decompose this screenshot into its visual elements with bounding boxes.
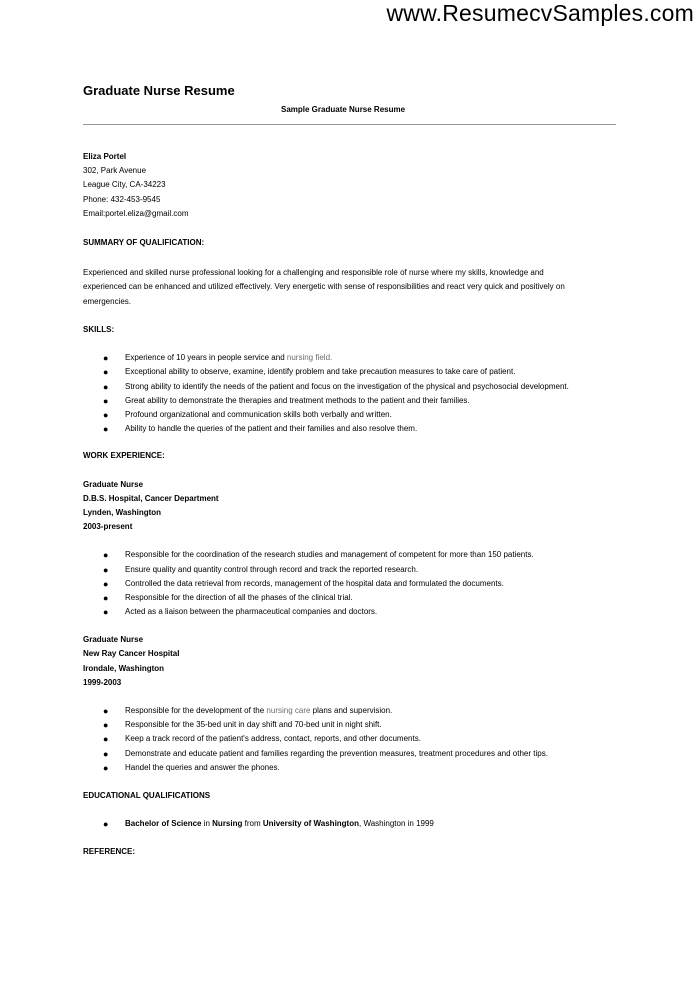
- job-dates: 1999-2003: [83, 677, 122, 687]
- item-text: Exceptional ability to observe, examine, identify problem and take precaution measures to take care of patient.: [125, 367, 516, 377]
- bullet-icon: ●: [103, 367, 109, 378]
- item-text: Demonstrate and educate patient and families regarding the prevention measures, treatment procedures and other tips.: [125, 748, 548, 758]
- nursing-field-link[interactable]: nursing field.: [286, 353, 333, 363]
- list-item: [83, 761, 618, 775]
- candidate-name: Eliza Portel: [83, 152, 127, 161]
- bullet-icon: ●: [103, 734, 109, 745]
- degree-name: Bachelor of Science: [125, 819, 202, 829]
- bullet-icon: ●: [103, 748, 109, 759]
- list-item: [83, 704, 618, 718]
- list-item: [83, 351, 618, 365]
- list-item: [83, 732, 618, 746]
- bullet-icon: ●: [103, 564, 109, 575]
- list-item: [83, 591, 618, 605]
- list-item: [83, 747, 618, 761]
- job-duties-list: [83, 548, 618, 619]
- job-dates: 2003-present: [83, 522, 133, 532]
- summary-line: experienced can be enhanced and utilized effectively. Very energetic with sense of responsibilities and react very quick and positively on: [83, 282, 565, 292]
- bullet-icon: ●: [103, 424, 109, 435]
- school-name: University of Washington: [262, 819, 359, 829]
- document-subtitle: Sample Graduate Nurse Resume: [281, 105, 406, 114]
- bullet-icon: ●: [103, 762, 109, 773]
- job-title: Graduate Nurse: [83, 635, 144, 645]
- job-title: Graduate Nurse: [83, 479, 144, 489]
- list-item: [83, 817, 618, 831]
- site-watermark: www.ResumecvSamples.com: [386, 0, 694, 26]
- item-text: Keep a track record of the patient's address, contact, reports, and other documents.: [125, 734, 421, 744]
- summary-paragraph: [83, 266, 618, 309]
- job-header: [83, 478, 618, 535]
- job-employer: New Ray Cancer Hospital: [83, 649, 180, 659]
- education-heading: EDUCATIONAL QUALIFICATIONS: [83, 790, 211, 800]
- item-text: Responsible for the development of the: [125, 706, 267, 715]
- address-line-2: League City, CA-34223: [83, 180, 166, 190]
- work-experience-heading: WORK EXPERIENCE:: [83, 451, 165, 461]
- phone-line: Phone: 432-453-9545: [83, 194, 161, 204]
- bullet-icon: ●: [103, 819, 109, 830]
- bullet-icon: ●: [103, 550, 109, 561]
- education-rest: , Washington in 1999: [359, 819, 434, 829]
- list-item: [83, 548, 618, 562]
- item-text: Ensure quality and quantity control through record and track the reported research.: [125, 564, 419, 574]
- education-list: [83, 817, 618, 831]
- item-text: Responsible for the 35-bed unit in day shift and 70-bed unit in night shift.: [125, 720, 382, 730]
- bullet-icon: ●: [103, 720, 109, 731]
- title-divider: [83, 124, 616, 125]
- job-employer: D.B.S. Hospital, Cancer Department: [83, 493, 219, 503]
- bullet-icon: ●: [103, 409, 109, 420]
- resume-body: [83, 150, 618, 860]
- list-item: [83, 718, 618, 732]
- summary-line: Experienced and skilled nurse professional looking for a challenging and responsible role of nurse where my skills, knowledge and: [83, 268, 544, 278]
- skills-list: [83, 351, 618, 436]
- summary-line: emergencies.: [83, 296, 132, 306]
- item-text: Experience of 10 years in people service and: [125, 353, 287, 363]
- item-text: Responsible for the coordination of the research studies and management of competent for more than 150 patients.: [125, 550, 534, 560]
- job-duties-list: [83, 704, 618, 775]
- address-line-1: 302, Park Avenue: [83, 166, 147, 176]
- item-text: plans and supervision.: [310, 706, 393, 715]
- list-item: [83, 380, 618, 394]
- item-text: Acted as a liaison between the pharmaceutical companies and doctors.: [125, 607, 378, 617]
- bullet-icon: ●: [103, 578, 109, 589]
- item-text: Great ability to demonstrate the therapies and treatment methods to the patient and their families.: [125, 395, 470, 405]
- skills-heading: SKILLS:: [83, 325, 115, 335]
- item-text: Controlled the data retrieval from records, management of the hospital data and formulated the documents.: [125, 578, 504, 588]
- bullet-icon: ●: [103, 381, 109, 392]
- bullet-icon: ●: [103, 592, 109, 603]
- item-text: Handel the queries and answer the phones.: [125, 762, 280, 772]
- list-item: [83, 563, 618, 577]
- document-title: Graduate Nurse Resume: [83, 83, 235, 98]
- item-text: Strong ability to identify the needs of the patient and focus on the investigation of the physical and psychosocial development.: [125, 381, 569, 391]
- list-item: [83, 394, 618, 408]
- item-text: Responsible for the direction of all the phases of the clinical trial.: [125, 592, 353, 602]
- connector-text: from: [242, 819, 263, 829]
- bullet-icon: ●: [103, 706, 109, 716]
- reference-heading: REFERENCE:: [83, 847, 136, 857]
- bullet-icon: ●: [103, 395, 109, 406]
- item-text: Profound organizational and communication skills both verbally and written.: [125, 409, 392, 419]
- bullet-icon: ●: [103, 353, 109, 364]
- list-item: [83, 365, 618, 379]
- job-header: [83, 633, 618, 690]
- job-location: Irondale, Washington: [83, 663, 165, 673]
- list-item: [83, 577, 618, 591]
- degree-field: Nursing: [212, 819, 243, 829]
- item-text: Ability to handle the queries of the patient and their families and also resolve them.: [125, 424, 418, 434]
- list-item: [83, 422, 618, 436]
- job-location: Lynden, Washington: [83, 507, 162, 517]
- connector-text: in: [201, 819, 213, 829]
- contact-block: [83, 150, 618, 221]
- list-item: [83, 605, 618, 619]
- email-line: Email:portel.eliza@gmail.com: [83, 208, 189, 218]
- bullet-icon: ●: [103, 607, 109, 618]
- nursing-care-link[interactable]: nursing care: [266, 706, 311, 715]
- summary-heading: SUMMARY OF QUALIFICATION:: [83, 237, 205, 247]
- list-item: [83, 408, 618, 422]
